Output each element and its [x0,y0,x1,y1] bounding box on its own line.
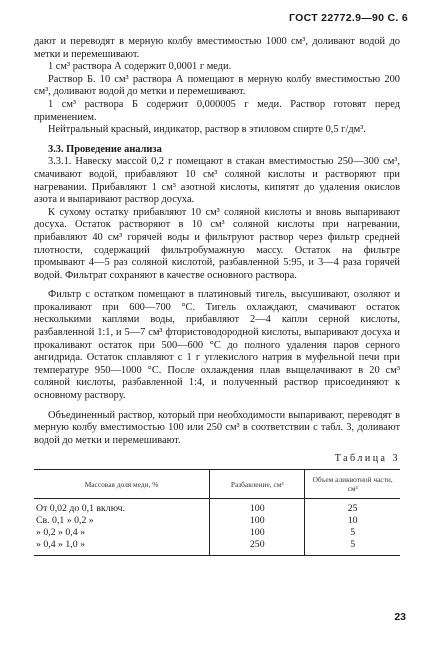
column-header: Массовая доля меди, % [34,470,210,499]
table-cell: » 0,4 » 1,0 » [34,539,210,556]
paragraph: К сухому остатку прибавляют 10 см³ соляной кислоты и вновь выпаривают досуха. Остаток растворяют в 10 см³ соляной кислоты при нагревании, прибавляют 40 см³ горячей воды и фильтруют раствор через фильтр средней плотности, содержащий фильтробумажную массу. Остаток на фильтре промывают 4—5 раз соляной кислотой, разбавленной 5:95, и 3—4 раза горячей водой. Фильтрат сохраняют в качестве основного раствора. [34,206,400,281]
page-number: 23 [394,611,406,623]
column-header: Разбавление, см³ [210,470,305,499]
paragraph-combined: Объединенный раствор, который при необходимости выпаривают, переводят в мерную колбу вместимостью 100 или 250 см³ в соответствии с табл. 3, доливают водой до метки и перемешивают. [34,409,400,446]
column-header: Объем аликвотной части, см³ [305,470,400,499]
table-row [34,539,400,556]
table-cell: 5 [305,527,400,539]
document-body [34,36,400,556]
document-header: ГОСТ 22772.9—90 С. 6 [289,12,408,24]
paragraph-filter: Фильтр с остатком помещают в платиновый тигель, высушивают, озоляют и прокаливают при 600—700 °С. Тигель охлаждают, смачивают остаток несколькими каплями воды, прибавляют 2—4 капли серной кислоты, разбавленной 1:1, и 5—7 см³ фтористоводородной кислоты, выпаривают досуха и прокаливают остаток при 500—600 °С до полного удаления паров серного ангидрида. Остаток сплавляют с 1 г углекислого натрия в муфельной печи при температуре 950—1000 °С. После охлаждения плав выщелачивают в 20 см³ соляной кислоты, разбавленной 1:4, и полученный раствор присоединяют к основному раствору. [34,289,400,402]
table-cell: От 0,02 до 0,1 включ. [36,503,126,514]
table-header-row [34,470,400,499]
paragraph: 1 см³ раствора Б содержит 0,000005 г меди. Раствор готовят перед применением. [34,98,400,123]
paragraph: Раствор Б. 10 см³ раствора А помещают в мерную колбу вместимостью 200 см³, доливают водой до метки и перемешивают. [34,73,400,98]
paragraph: 1 см³ раствора А содержит 0,0001 г меди. [48,61,232,73]
table-cell: » 0,2 » 0,4 » [36,527,85,538]
table-cell: 5 [305,539,400,556]
section-heading: 3.3. Проведение анализа [48,143,162,155]
table-body [34,499,400,556]
table-cell: 100 [210,499,305,516]
table-cell: 100 [210,527,305,539]
table-cell: 10 [305,515,400,527]
table-row [34,499,400,516]
table-cell: 100 [210,515,305,527]
table-row [34,527,400,539]
table-cell: 25 [305,499,400,516]
table-caption: Таблица 3 [334,453,400,465]
paragraph: дают и переводят в мерную колбу вместимостью 1000 см³, доливают водой до метки и перемешивают. [34,36,400,60]
paragraphs-top [34,36,400,137]
paragraph: Нейтральный красный, индикатор, раствор в этиловом спирте 0,5 г/дм³. [48,124,366,136]
data-table [34,469,400,556]
table-row [34,515,400,527]
paragraph: 3.3.1. Навеску массой 0,2 г помещают в стакан вместимостью 250—300 см³, смачивают водой, прибавляют 10 см³ соляной кислоты и растворяют при нагревании. Прибавляют 1 см³ азотной кислоты, кипятят до удаления окислов азота и выпаривают раствор досуха. [34,156,400,206]
paragraphs-mid [34,156,400,282]
table-cell: Св. 0,1 » 0,2 » [36,515,94,526]
table-cell: 250 [210,539,305,556]
